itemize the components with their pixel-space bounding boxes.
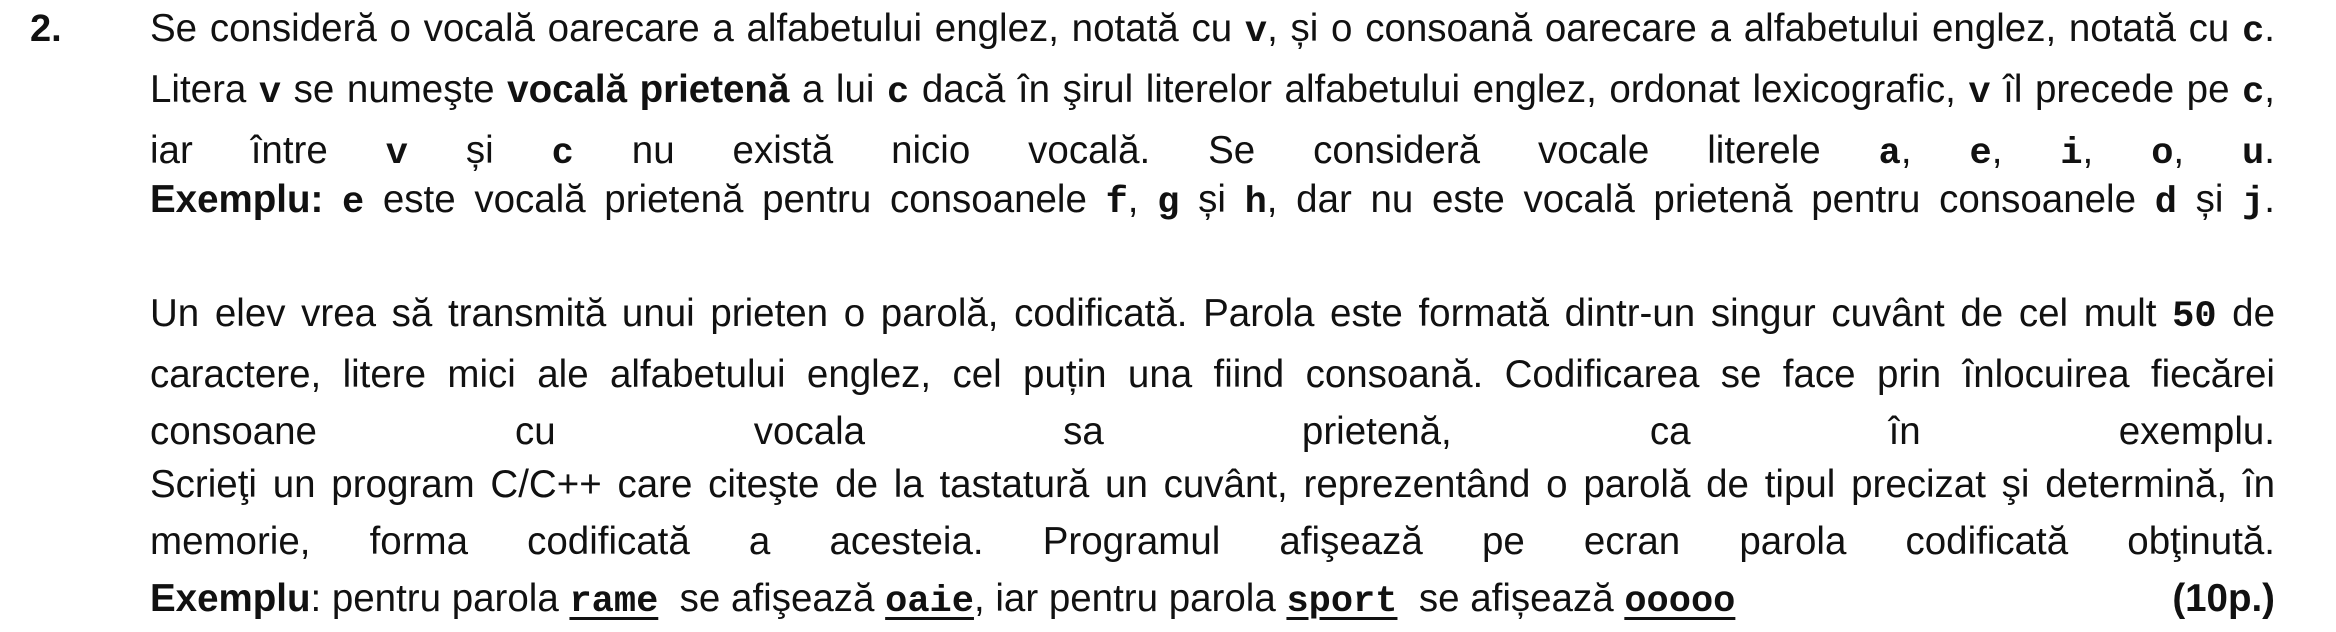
password-sport: sport	[1286, 581, 1398, 623]
task-paragraph: Scrieţi un program C/C++ care citeşte de la tastatură un cuvânt, reprezentând o parolă de tipul precizat şi determină, în memorie, forma codificată a acesteia. Programul afişează pe ecran parola codificată obţinută.	[150, 463, 2275, 563]
term-vocala-prietena: vocală prietenă	[507, 68, 790, 111]
password-rame: rame	[569, 581, 659, 623]
encoded-ooooo: ooooo	[1624, 581, 1736, 623]
example2-label: Exemplu	[150, 577, 311, 620]
definition-paragraph: Se consideră o vocală oarecare a alfabetului englez, notată cu v, și o consoană oarecare a alfabetului englez, notată cu c. Litera v se numeşte vocală prietenă a lui c dacă în şirul literelor alfabetului englez, ordonat lexicografic, v îl precede pe c, iar între v și c nu există nicio vocală. Se consideră vocale literele a, e, i, o, u.	[150, 7, 2275, 175]
example-paragraph: Exemplu: e este vocală prietenă pentru consoanele f, g și h, dar nu este vocală prietenă pentru consoanele d și j.	[150, 178, 2275, 224]
encoded-oaie: oaie	[885, 581, 974, 623]
encoding-paragraph: Un elev vrea să transmită unui prieten o parolă, codificată. Parola este formată dintr-un singur cuvânt de cel mult 50 de caractere, litere mici ale alfabetului englez, cel puțin una fiind consoană. Codificarea se face prin înlocuirea fiecărei consoane cu vocala sa prietenă, ca în exemplu.	[150, 292, 2275, 453]
problem-number: 2.	[30, 8, 62, 50]
example-label: Exemplu:	[150, 178, 324, 221]
example2-line: Exemplu: pentru parola rame se afişează oaie, iar pentru parola sport se afișează ooooo (10p.)	[150, 570, 2275, 631]
points-label: (10p.)	[2172, 577, 2275, 620]
